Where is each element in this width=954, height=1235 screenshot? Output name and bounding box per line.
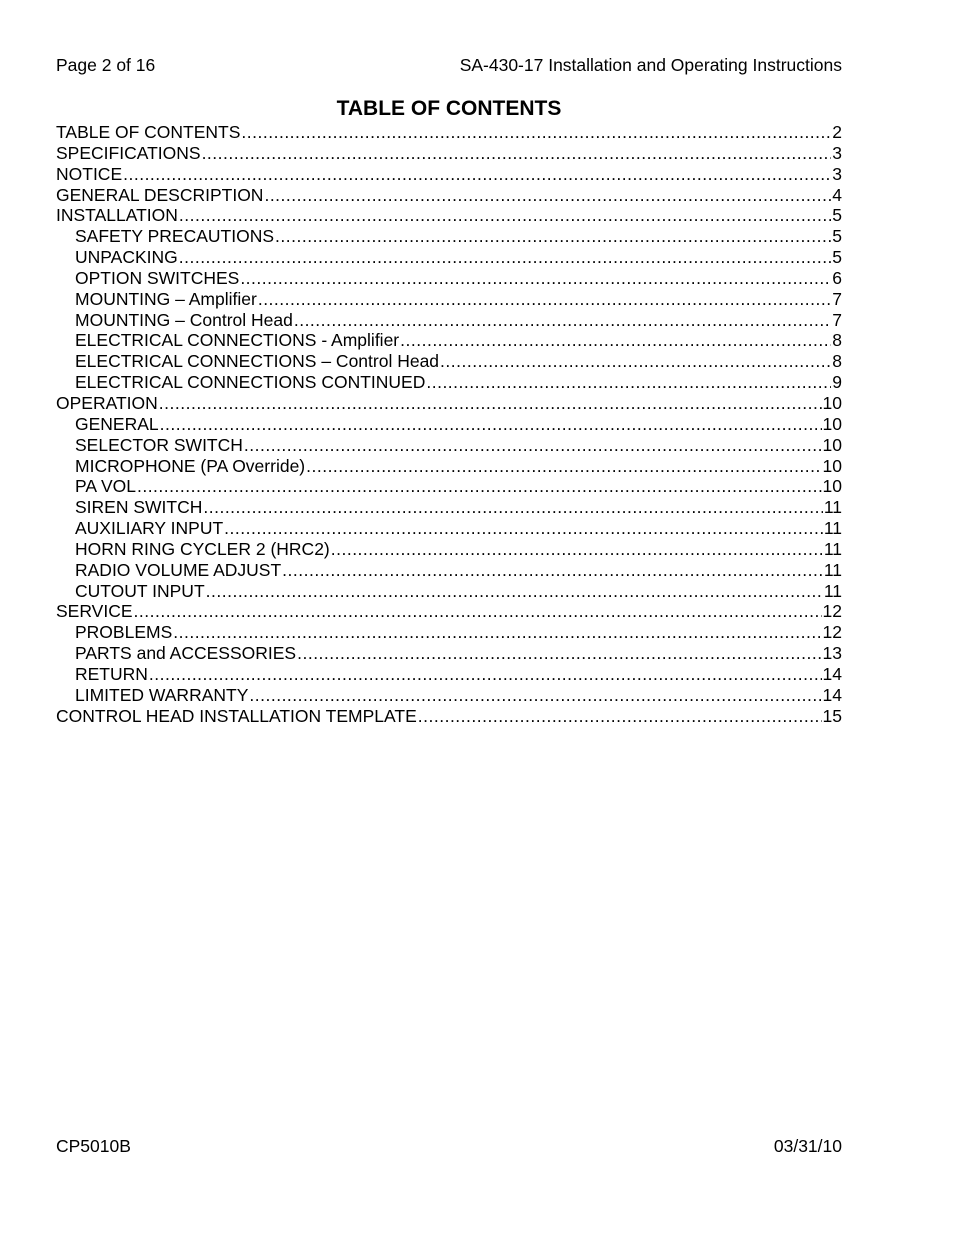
toc-entry[interactable]	[56, 456, 842, 477]
toc-entry-page: 11	[823, 580, 842, 601]
toc-dot-leader	[244, 435, 822, 456]
toc-entry-label: SIREN SWITCH	[75, 497, 203, 518]
table-of-contents	[56, 122, 842, 726]
toc-entry-page: 14	[822, 684, 842, 705]
toc-entry-page: 4	[832, 184, 842, 205]
toc-entry-label: CONTROL HEAD INSTALLATION TEMPLATE	[56, 705, 417, 726]
toc-dot-leader	[123, 164, 831, 185]
toc-entry-label: CUTOUT INPUT	[75, 580, 205, 601]
toc-entry[interactable]	[56, 185, 842, 206]
toc-entry-page: 5	[832, 205, 842, 226]
toc-dot-leader	[159, 393, 822, 414]
toc-entry-page: 7	[832, 288, 842, 309]
document-code: CP5010B	[56, 1136, 131, 1156]
toc-entry-page: 9	[832, 372, 842, 393]
toc-dot-leader	[179, 205, 831, 226]
document-date: 03/31/10	[773, 1136, 842, 1156]
toc-entry-label: LIMITED WARRANTY	[75, 684, 249, 705]
toc-entry-label: NOTICE	[56, 163, 123, 184]
toc-entry[interactable]	[56, 560, 842, 581]
toc-dot-leader	[275, 226, 831, 247]
toc-entry-page: 5	[832, 247, 842, 268]
toc-entry[interactable]	[56, 226, 842, 247]
page-footer	[56, 1136, 842, 1158]
toc-dot-leader	[224, 518, 823, 539]
toc-entry[interactable]	[56, 601, 842, 622]
toc-dot-leader	[426, 372, 831, 393]
toc-dot-leader	[249, 685, 821, 706]
toc-entry-page: 7	[832, 309, 842, 330]
toc-dot-leader	[331, 539, 823, 560]
toc-entry-label: AUXILIARY INPUT	[75, 518, 224, 539]
toc-entry[interactable]	[56, 706, 842, 727]
toc-entry-label: PARTS and ACCESSORIES	[75, 643, 297, 664]
toc-entry-page: 10	[822, 455, 842, 476]
toc-entry-label: RETURN	[75, 663, 148, 684]
toc-dot-leader	[294, 310, 831, 331]
toc-entry-page: 12	[822, 601, 842, 622]
toc-entry[interactable]	[56, 664, 842, 685]
toc-entry[interactable]	[56, 518, 842, 539]
toc-dot-leader	[134, 601, 822, 622]
toc-entry[interactable]	[56, 643, 842, 664]
toc-entry[interactable]	[56, 393, 842, 414]
toc-entry[interactable]	[56, 143, 842, 164]
toc-entry[interactable]	[56, 685, 842, 706]
toc-dot-leader	[282, 560, 823, 581]
toc-dot-leader	[440, 351, 831, 372]
toc-entry[interactable]	[56, 122, 842, 143]
toc-entry-label: MOUNTING – Amplifier	[75, 288, 257, 309]
toc-entry-label: SERVICE	[56, 601, 133, 622]
toc-entry-label: RADIO VOLUME ADJUST	[75, 559, 282, 580]
toc-entry-page: 8	[832, 351, 842, 372]
toc-entry[interactable]	[56, 289, 842, 310]
toc-dot-leader	[203, 497, 822, 518]
toc-entry-label: SELECTOR SWITCH	[75, 434, 243, 455]
toc-entry[interactable]	[56, 205, 842, 226]
toc-dot-leader	[179, 247, 832, 268]
toc-entry-page: 15	[822, 705, 842, 726]
toc-entry[interactable]	[56, 539, 842, 560]
toc-entry-page: 8	[832, 330, 842, 351]
toc-entry-page: 10	[822, 434, 842, 455]
toc-entry-label: SAFETY PRECAUTIONS	[75, 226, 275, 247]
toc-dot-leader	[206, 581, 823, 602]
toc-dot-leader	[264, 185, 831, 206]
toc-entry[interactable]	[56, 414, 842, 435]
toc-entry-page: 10	[822, 392, 842, 413]
toc-entry-page: 3	[832, 142, 842, 163]
toc-entry-label: PROBLEMS	[75, 622, 173, 643]
toc-entry-page: 3	[832, 163, 842, 184]
toc-heading: TABLE OF CONTENTS	[336, 97, 562, 120]
toc-entry-page: 10	[822, 413, 842, 434]
toc-entry-page: 12	[822, 622, 842, 643]
toc-entry-page: 14	[822, 663, 842, 684]
toc-dot-leader	[149, 664, 822, 685]
toc-entry-label: ELECTRICAL CONNECTIONS CONTINUED	[75, 372, 426, 393]
toc-entry-page: 11	[823, 559, 842, 580]
toc-entry-label: OPTION SWITCHES	[75, 267, 240, 288]
toc-entry-page: 11	[823, 518, 842, 539]
toc-entry-label: GENERAL	[75, 413, 159, 434]
toc-entry[interactable]	[56, 247, 842, 268]
toc-dot-leader	[418, 706, 822, 727]
toc-entry-label: SPECIFICATIONS	[56, 142, 201, 163]
toc-entry-label: ELECTRICAL CONNECTIONS - Amplifier	[75, 330, 400, 351]
toc-dot-leader	[160, 414, 822, 435]
toc-entry-page: 11	[823, 497, 842, 518]
toc-entry[interactable]	[56, 310, 842, 331]
toc-dot-leader	[241, 122, 831, 143]
toc-entry-label: PA VOL	[75, 476, 136, 497]
toc-entry-label: MICROPHONE (PA Override)	[75, 455, 306, 476]
toc-entry-page: 11	[823, 538, 842, 559]
toc-entry-page: 13	[822, 643, 842, 664]
toc-entry-label: INSTALLATION	[56, 205, 178, 226]
toc-entry-label: MOUNTING – Control Head	[75, 309, 293, 330]
toc-dot-leader	[202, 143, 832, 164]
toc-entry[interactable]	[56, 476, 842, 497]
toc-entry-label: OPERATION	[56, 392, 158, 413]
toc-entry[interactable]	[56, 330, 842, 351]
toc-dot-leader	[297, 643, 821, 664]
toc-dot-leader	[306, 456, 821, 477]
toc-dot-leader	[400, 330, 831, 351]
toc-entry-label: GENERAL DESCRIPTION	[56, 184, 264, 205]
page-header	[56, 55, 842, 77]
toc-entry[interactable]	[56, 372, 842, 393]
toc-entry[interactable]	[56, 164, 842, 185]
toc-entry-page: 10	[822, 476, 842, 497]
toc-entry[interactable]	[56, 581, 842, 602]
toc-dot-leader	[137, 476, 822, 497]
toc-entry[interactable]	[56, 351, 842, 372]
toc-entry[interactable]	[56, 622, 842, 643]
document-title: SA-430-17 Installation and Operating Instructions	[459, 55, 842, 75]
toc-entry-label: UNPACKING	[75, 247, 178, 268]
toc-entry-label: HORN RING CYCLER 2 (HRC2)	[75, 538, 330, 559]
toc-dot-leader	[258, 289, 831, 310]
toc-dot-leader	[240, 268, 831, 289]
toc-entry[interactable]	[56, 268, 842, 289]
toc-entry-label: TABLE OF CONTENTS	[56, 122, 241, 142]
toc-entry[interactable]	[56, 435, 842, 456]
toc-entry-page: 6	[832, 267, 842, 288]
toc-entry-page: 5	[832, 226, 842, 247]
toc-entry-label: ELECTRICAL CONNECTIONS – Control Head	[75, 351, 440, 372]
toc-entry-page: 2	[832, 122, 842, 142]
toc-dot-leader	[173, 622, 821, 643]
toc-entry[interactable]	[56, 497, 842, 518]
page-number: Page 2 of 16	[56, 55, 156, 75]
